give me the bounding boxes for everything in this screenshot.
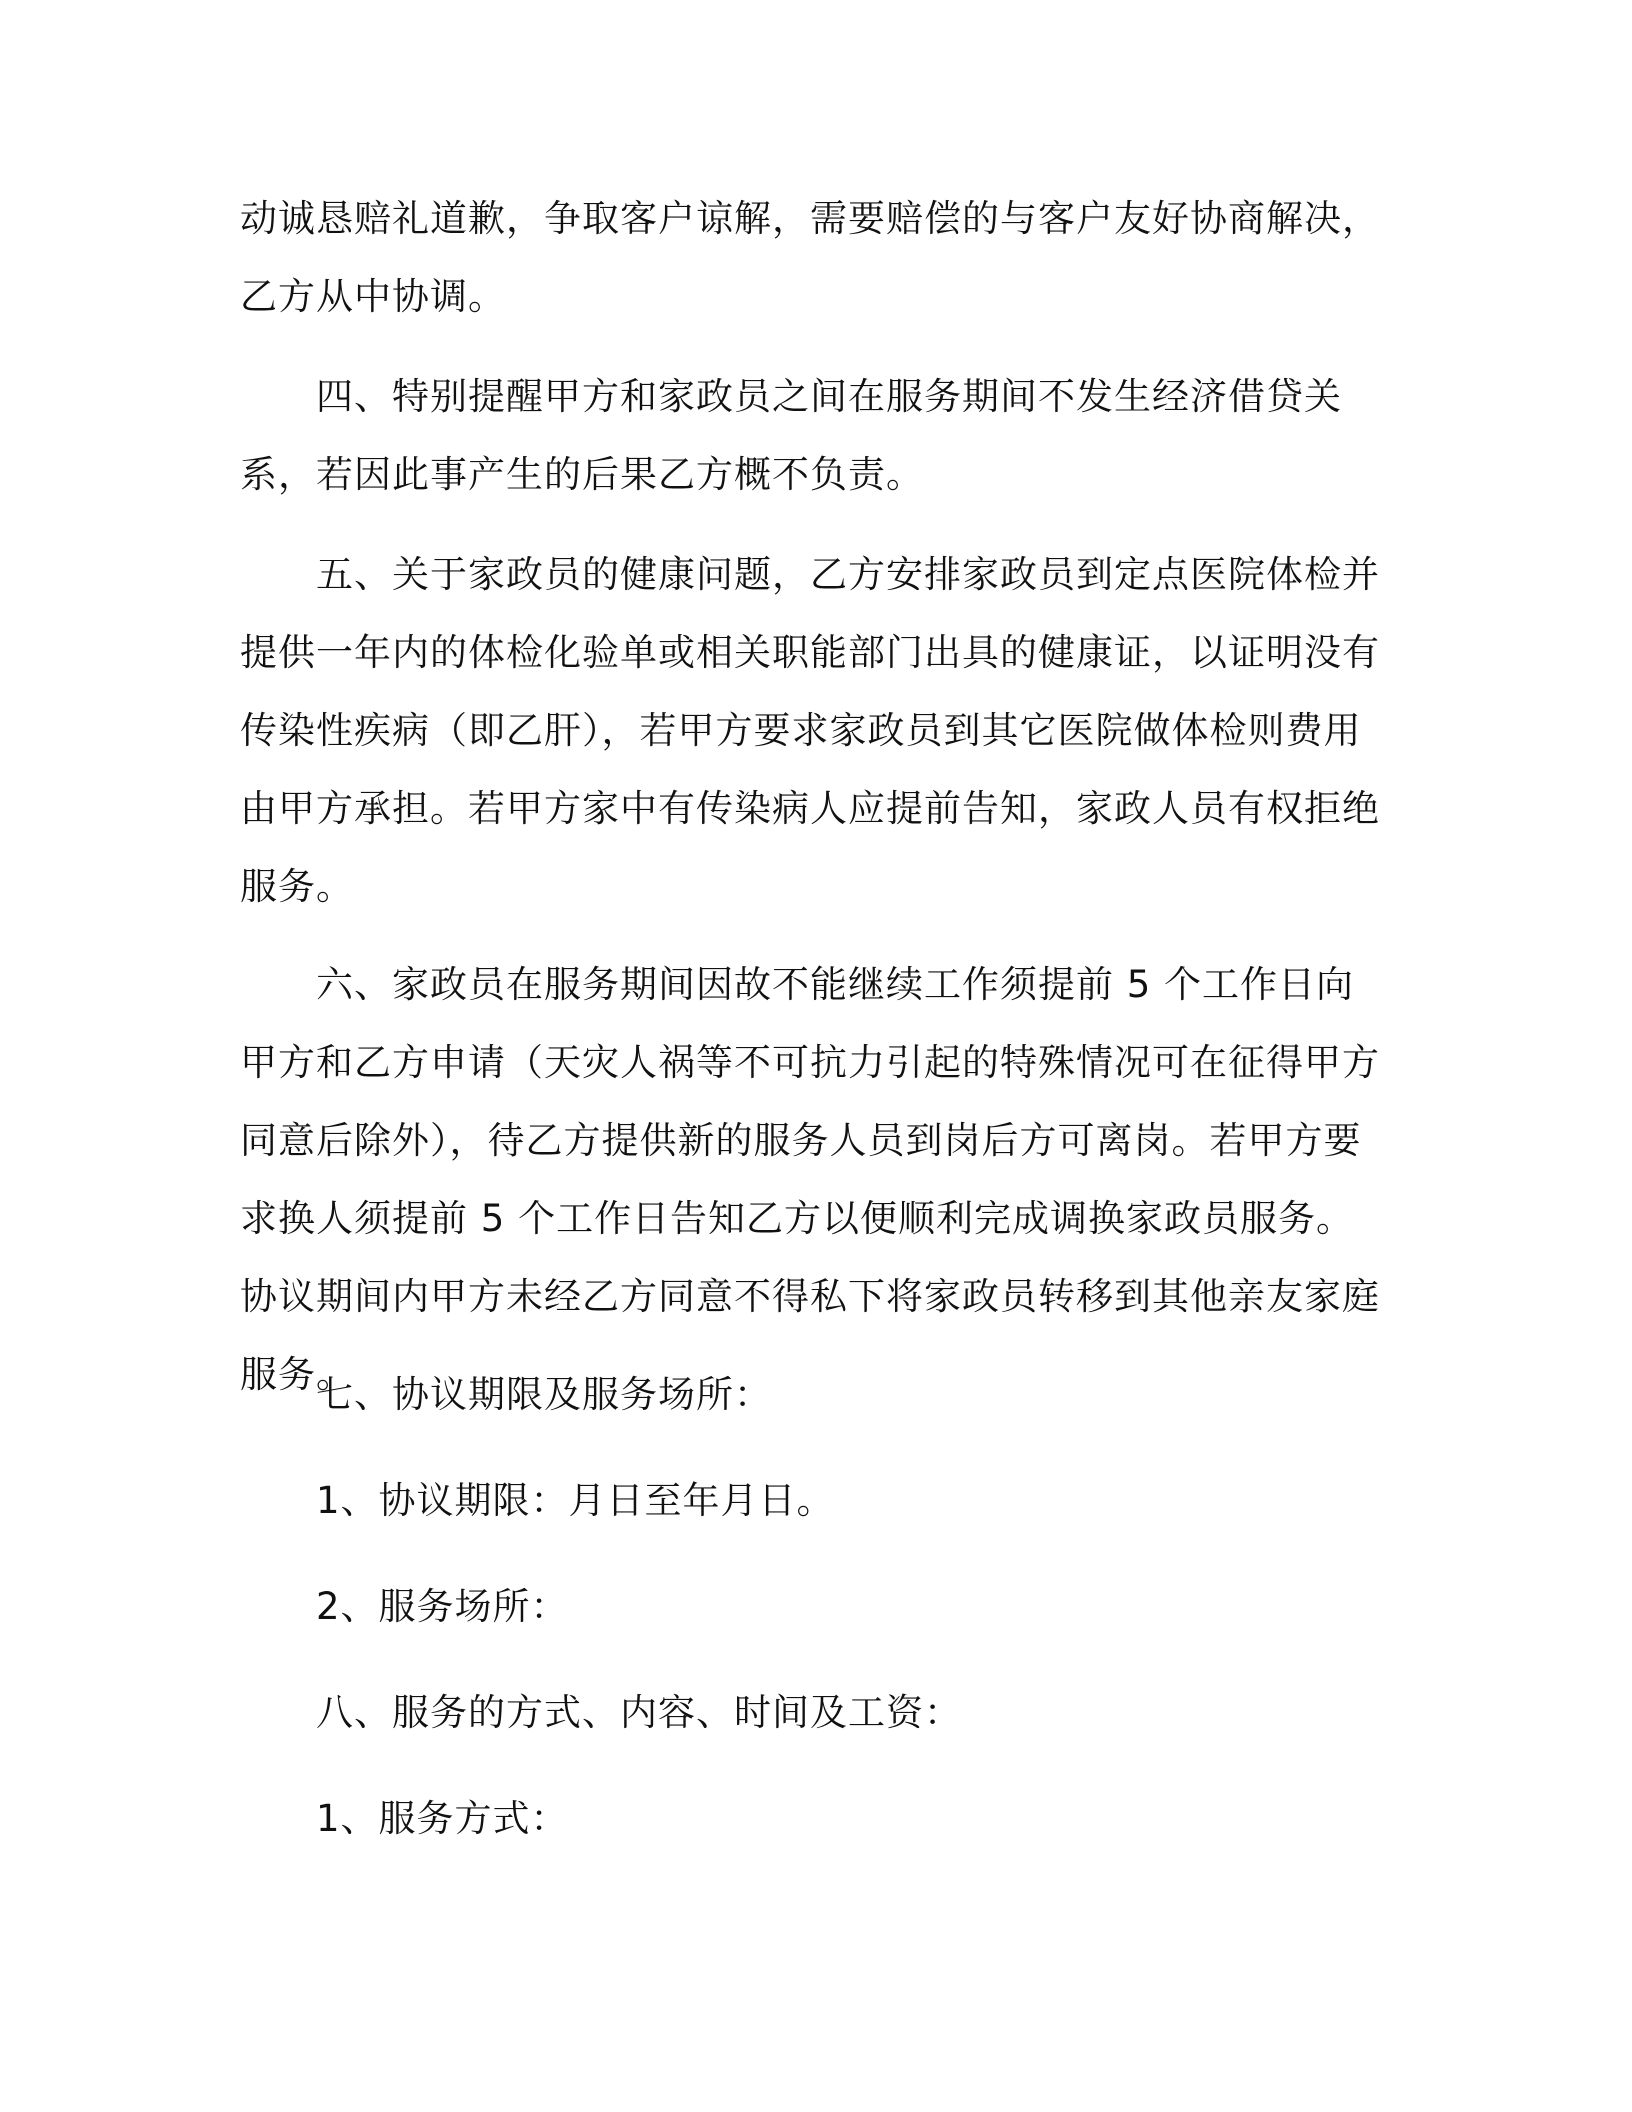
paragraph-item-method: 1、服务方式： [316,1797,569,1840]
paragraph-item-location: 2、服务场所： [316,1585,569,1628]
paragraph-clause-5: 五、关于家政员的健康问题，乙方安排家政员到定点医院体检并提供一年内的体检化验单或相关职能部门出具的健康证，以证明没有传染性疾病（即乙肝），若甲方要求家政员到其它医院做体检则费用由甲方承担。若甲方家中有传染病人应提前告知，家政人员有权拒绝服务。 [240,553,1380,908]
paragraph-clause-8: 八、服务的方式、内容、时间及工资： [316,1691,962,1734]
paragraph-item-term: 1、协议期限：月日至年月日。 [316,1479,835,1522]
paragraph-clause-4: 四、特别提醒甲方和家政员之间在服务期间不发生经济借贷关系，若因此事产生的后果乙方概不负责。 [240,375,1342,496]
paragraph-continuation: 动诚恳赔礼道歉，争取客户谅解，需要赔偿的与客户友好协商解决，乙方从中协调。 [240,197,1380,318]
paragraph-clause-6: 六、家政员在服务期间因故不能继续工作须提前 5 个工作日向甲方和乙方申请（天灾人祸等不可抗力引起的特殊情况可在征得甲方同意后除外），待乙方提供新的服务人员到岗后方可离岗。若甲方要求换人须提前 5 个工作日告知乙方以便顺利完成调换家政员服务。协议期间内甲方未经乙方同意不得私下将家政员转移到其他亲友家庭服务。 [240,963,1380,1396]
paragraph-clause-7: 七、协议期限及服务场所： [316,1373,772,1416]
